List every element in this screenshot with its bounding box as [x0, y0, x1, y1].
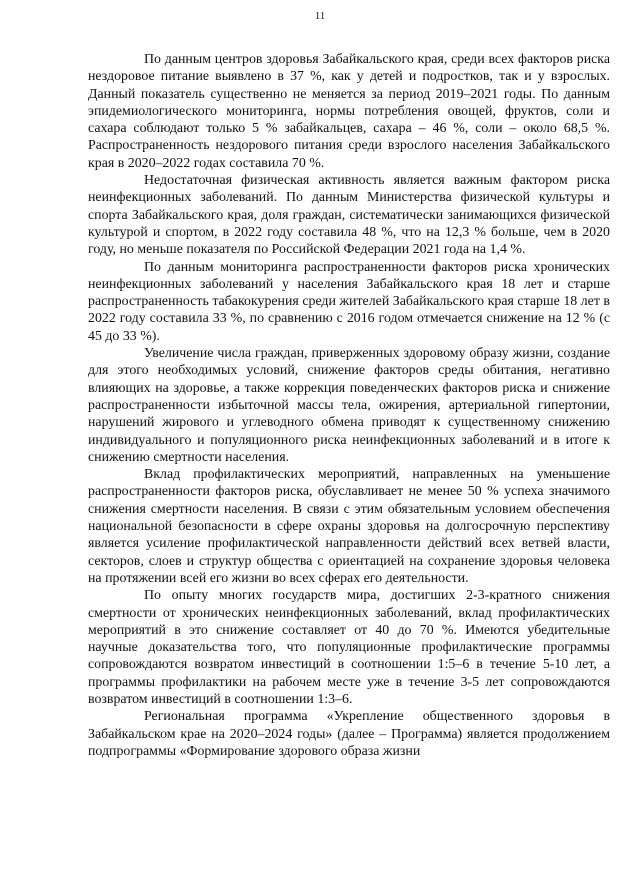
paragraph-physical-activity: Недостаточная физическая активность является важным фактором риска неинфекционных заболеваний. По данным Министерства физической культуры и спорта Забайкальского края, доля граждан, систематически занимающихся физической культурой и спортом, в 2022 году составила 48 %, что на 12,3 % больше, чем в 2020 году, но меньше показателя по Российской Федерации 2021 года на 1,4 %.	[88, 173, 610, 258]
paragraph-healthy-lifestyle: Увеличение числа граждан, приверженных здоровому образу жизни, создание для этого необходимых условий, снижение факторов среды обитания, негативно влияющих на здоровье, а также коррекция поведенческих факторов риска и снижение распространенности избыточной массы тела, ожирения, артериальной гипертонии, нарушений жирового и углеводного обмена приводят к существенному снижению индивидуального и популяционного риска неинфекционных заболеваний и в итоге к снижению смертности населения.	[88, 346, 610, 465]
paragraph-nutrition: По данным центров здоровья Забайкальского края, среди всех факторов риска нездоровое питание выявлено в 37 %, как у детей и подростков, так и у взрослых. Данный показатель существенно не меняется за период 2019–2021 годы. По данным эпидемиологического мониторинга, нормы потребления овощей, фруктов, соли и сахара соблюдают только 5 % забайкальцев, сахара – 46 %, соли – около 68,5 %. Распространенность нездорового питания среди взрослого населения Забайкальского края в 2020–2022 годах составила 70 %.	[88, 52, 610, 171]
paragraph-prevention-contribution: Вклад профилактических мероприятий, направленных на уменьшение распространенности факторов риска, обуславливает не менее 50 % успеха значимого снижения смертности населения. В связи с этим обязательным условием обеспечения национальной безопасности в сфере охраны здоровья на долгосрочную перспективу является усиление профилактической направленности действий всех ветвей власти, секторов, слоев и структур общества с ориентацией на сохранение здоровья человека на протяжении всей его жизни во всех сферах его деятельности.	[88, 467, 610, 586]
paragraph-smoking: По данным мониторинга распространенности факторов риска хронических неинфекционных заболеваний у населения Забайкальского края 18 лет и старше распространенность табакокурения среди жителей Забайкальского края старше 18 лет в 2022 году составила 33 %, по сравнению с 2016 годом отмечается снижение на 12 % (с 45 до 33 %).	[88, 259, 610, 344]
paragraph-regional-program: Региональная программа «Укрепление общественного здоровья в Забайкальском крае на 2020–2024 годы» (далее – Программа) является продолжением подпрограммы «Формирование здорового образа жизни	[88, 709, 610, 759]
page-number: 11	[314, 10, 326, 22]
paragraph-international-experience: По опыту многих государств мира, достигших 2-3-кратного снижения смертности от хронических неинфекционных заболеваний, вклад профилактических мероприятий в это снижение составляет от 40 до 70 %. Имеются убедительные научные доказательства того, что популяционные профилактические программы сопровождаются возвратом инвестиций в соотношении 1:5–6 в течение 5-10 лет, а программы профилактики на рабочем месте уже в течение 3-5 лет сопровождаются возвратом инвестиций в соотношении 1:3–6.	[88, 588, 610, 707]
document-body	[88, 51, 610, 760]
